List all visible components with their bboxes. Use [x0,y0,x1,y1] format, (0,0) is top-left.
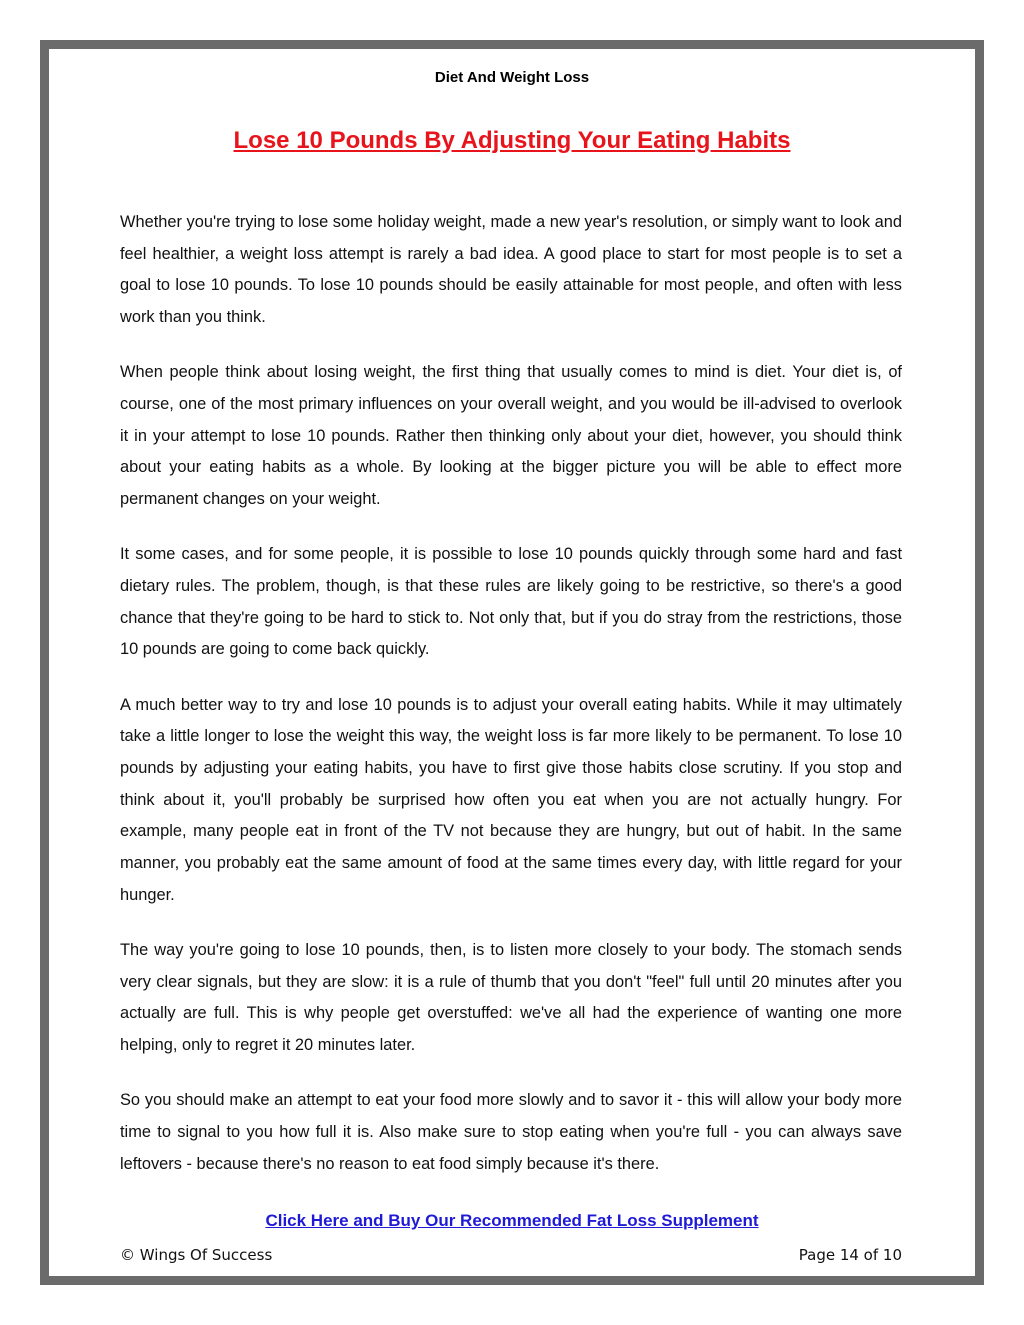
paragraph: When people think about losing weight, the first thing that usually comes to mind is diet. Your diet is, of course, one of the most primary influences on your overall weight, and you would be ill-advised to overlook it in your attempt to lose 10 pounds. Rather then thinking only about your diet, however, you should think about your eating habits as a whole. By looking at the bigger picture you will be able to effect more permanent changes on your weight. [120,363,902,509]
article-title: Lose 10 Pounds By Adjusting Your Eating Habits [233,127,791,154]
supplement-link[interactable]: Click Here and Buy Our Recommended Fat Loss Supplement [265,1211,759,1230]
footer-copyright: © Wings Of Success [120,1246,273,1264]
paragraph: The way you're going to lose 10 pounds, then, is to listen more closely to your body. The stomach sends very clear signals, but they are slow: it is a rule of thumb that you don't "feel" full until 20 minutes after you actually are full. This is why people get overstuffed: we've all had the experience of wanting one more helping, only to regret it 20 minutes later. [120,941,902,1055]
paragraph: Whether you're trying to lose some holiday weight, made a new year's resolution, or simply want to look and feel healthier, a weight loss attempt is rarely a bad idea. A good place to start for most people is to set a goal to lose 10 pounds. To lose 10 pounds should be easily attainable for most people, and often with less work than you think. [120,213,902,327]
page-header: Diet And Weight Loss [434,69,590,86]
paragraph: A much better way to try and lose 10 pounds is to adjust your overall eating habits. While it may ultimately take a little longer to lose the weight this way, the weight loss is far more likely to be permanent. To lose 10 pounds by adjusting your eating habits, you have to first give those habits close scrutiny. If you stop and think about it, you'll probably be surprised how often you eat when you are not actually hungry. For example, many people eat in front of the TV not because they are hungry, but out of habit. In the same manner, you probably eat the same amount of food at the same times every day, with little regard for your hunger. [120,695,902,904]
page-frame [40,40,984,1285]
paragraph: It some cases, and for some people, it is possible to lose 10 pounds quickly through some hard and fast dietary rules. The problem, though, is that these rules are likely going to be restrictive, so there's a good chance that they're going to be hard to stick to. Not only that, but if you do stray from the restrictions, those 10 pounds are going to come back quickly. [120,545,902,659]
paragraph: So you should make an attempt to eat your food more slowly and to savor it - this will allow your body more time to signal to you how full it is. Also make sure to stop eating when you're full - you can always save leftovers - because there's no reason to eat food simply because it's there. [120,1091,902,1173]
footer-page-number: Page 14 of 10 [798,1246,902,1264]
article-body [120,207,902,1204]
